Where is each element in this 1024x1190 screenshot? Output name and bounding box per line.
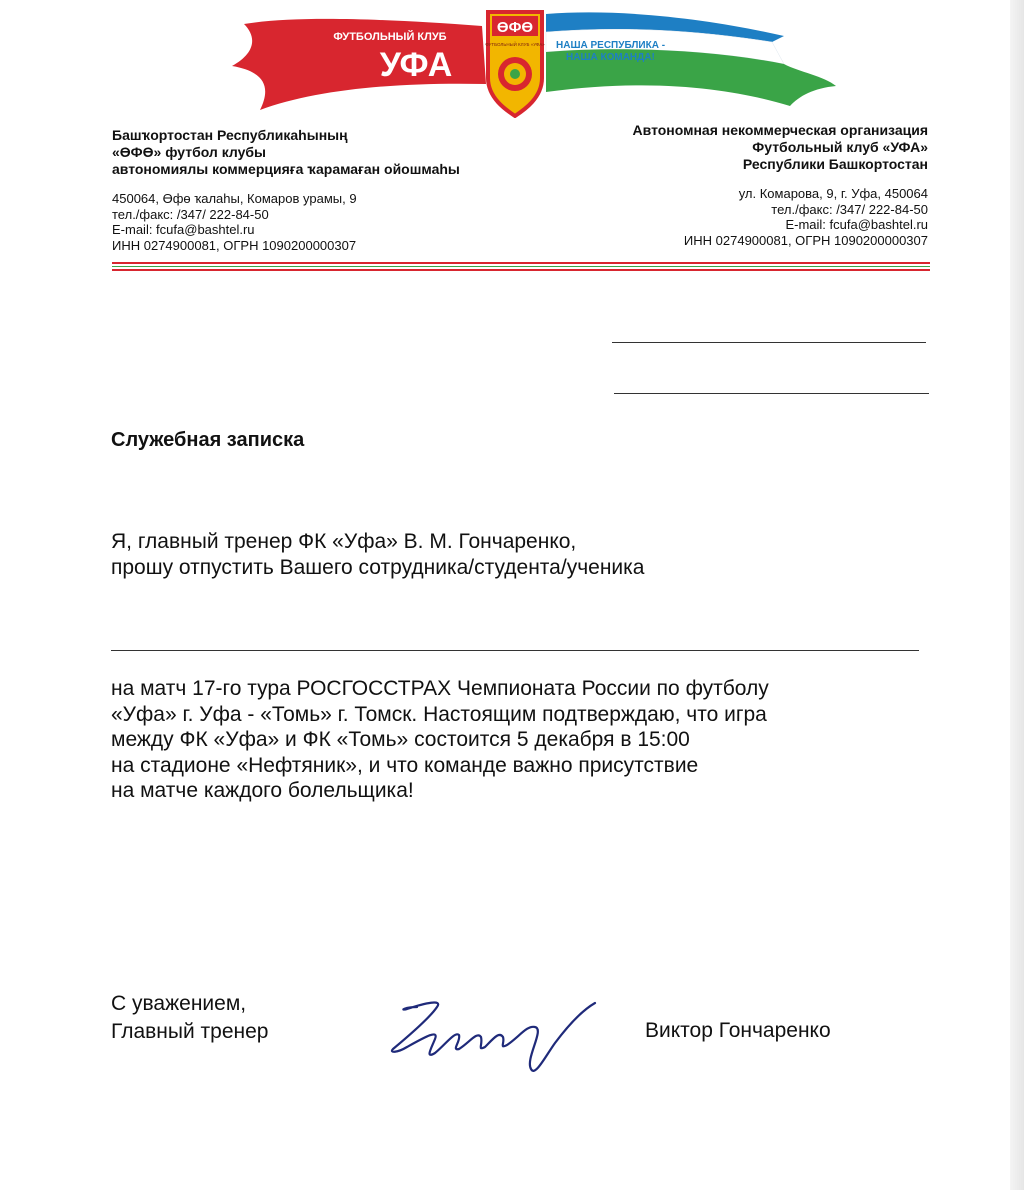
header-left-org [112, 127, 460, 178]
club-name: УФА [379, 46, 453, 84]
intro-line-2: прошу отпустить Вашего сотрудника/студента/ученика [111, 555, 645, 579]
closing-position: Главный тренер [111, 1020, 269, 1043]
club-label: ФУТБОЛЬНЫЙ КЛУБ [333, 31, 447, 43]
handwritten-signature [385, 987, 615, 1079]
club-logo-banner [224, 6, 844, 118]
right-address: ул. Комарова, 9, г. Уфа, 450064 [738, 186, 928, 201]
left-phone: тел./факс: /347/ 222-84-50 [112, 206, 269, 222]
closing-regards: С уважением, [111, 992, 247, 1015]
org-name-russian-3: Республики Башкортостан [742, 156, 928, 172]
header-right-contacts [684, 186, 928, 248]
body-line-3: между ФК «Уфа» и ФК «Томь» состоится 5 декабря в 15:00 [111, 728, 690, 752]
memo-body [111, 676, 769, 804]
left-address: 450064, Өфө ҡалаһы, Комаров урамы, 9 [112, 191, 357, 206]
header-right-org [633, 122, 928, 173]
header-rule-red [112, 262, 930, 264]
org-name-russian-2: Футбольный клуб «УФА» [752, 139, 928, 155]
slogan-line-2: НАША КОМАНДА! [566, 52, 655, 63]
body-line-5: на матче каждого болельщика! [111, 779, 414, 803]
memo-title: Служебная записка [111, 429, 305, 451]
left-ids: ИНН 0274900081, ОГРН 1090200000307 [112, 237, 357, 253]
employee-name-blank [111, 650, 919, 651]
emblem-subtext: ФУТБОЛЬНЫЙ КЛУБ «УФА» [485, 42, 545, 47]
emblem-text: ӨФӨ [496, 19, 534, 36]
addressee-line-2 [614, 393, 929, 394]
body-line-4: на стадионе «Нефтяник», и что команде важно присутствие [111, 753, 699, 777]
org-name-russian-1: Автономная некоммерческая организация [632, 122, 928, 138]
right-phone: тел./факс: /347/ 222-84-50 [771, 201, 928, 217]
org-name-bashkir-3: автономиялы коммерцияға ҡарамаған ойошмаһы [112, 161, 460, 177]
signer-name: Виктор Гончаренко [645, 1019, 831, 1042]
right-email: E-mail: fcufa@bashtel.ru [785, 217, 928, 233]
org-name-bashkir-1: Башҡортостан Республикаһының [112, 127, 348, 143]
slogan-line-1: НАША РЕСПУБЛИКА - [556, 40, 666, 51]
addressee-line-1 [612, 342, 926, 343]
emblem-sun-core [510, 69, 520, 79]
intro-line-1: Я, главный тренер ФК «Уфа» В. М. Гончаренко, [111, 530, 577, 553]
right-ids: ИНН 0274900081, ОГРН 1090200000307 [683, 232, 928, 248]
left-email: E-mail: fcufa@bashtel.ru [112, 222, 255, 238]
memo-intro [111, 529, 644, 580]
header-rule-red-2 [112, 269, 930, 271]
memo-closing [111, 990, 268, 1046]
header-rule-green [112, 266, 930, 267]
body-line-2: «Уфа» г. Уфа - «Томь» г. Томск. Настоящим подтверждаю, что игра [111, 702, 767, 726]
body-line-1: на матч 17-го тура РОСГОССТРАХ Чемпионата России по футболу [111, 677, 769, 700]
signature-stroke [392, 1003, 595, 1071]
org-name-bashkir-2: «ӨФӨ» футбол клубы [112, 144, 266, 160]
header-left-contacts [112, 191, 357, 253]
page-edge-shadow [1010, 0, 1024, 1190]
banner-graphic [224, 6, 844, 118]
